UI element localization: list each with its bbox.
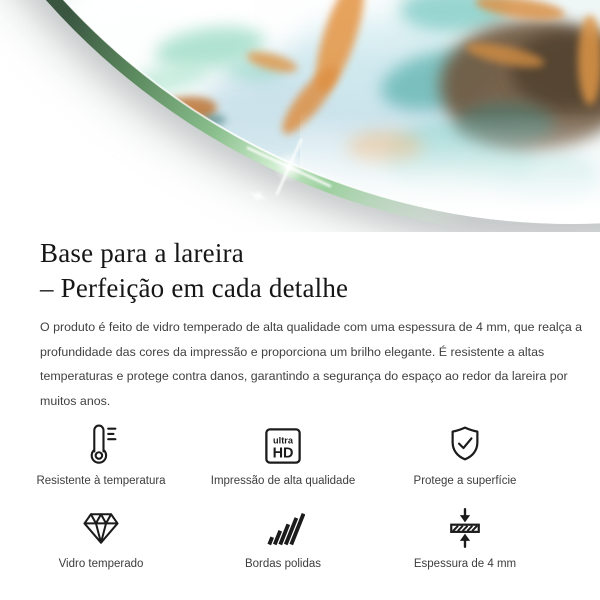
feature-label: Vidro temperado <box>58 558 144 570</box>
product-description: O produto é feito de vidro temperado de alta qualidade com uma espessura de 4 mm, que realça a profundidade das cores da impressão e proporciona um brilho elegante. É resistente a altas temperaturas e protege contra danos, garantindo a segurança do espaço ao redor da lareira por muitos anos. <box>40 320 583 408</box>
feature-temperature <box>10 421 192 488</box>
feature-label: Bordas polidas <box>244 558 322 570</box>
features-grid <box>10 421 556 571</box>
shield-check-icon <box>443 423 487 467</box>
feature-print-quality <box>192 421 374 488</box>
thermometer-icon <box>78 421 124 467</box>
thickness-icon <box>443 506 487 550</box>
diamond-icon <box>79 506 123 550</box>
feature-protects-surface <box>374 421 556 488</box>
page-title-line1: Base para a lareira <box>40 238 244 268</box>
svg-text:ultra: ultra <box>273 435 293 446</box>
ultra-hd-icon <box>262 425 304 467</box>
svg-text:HD: HD <box>272 445 294 462</box>
feature-thickness <box>374 504 556 571</box>
page-title <box>40 236 560 306</box>
polished-edges-icon <box>261 506 305 550</box>
hero-glass-panel-image <box>0 0 600 232</box>
feature-label: Espessura de 4 mm <box>413 558 517 570</box>
feature-polished-edges <box>192 504 374 571</box>
feature-label: Protege a superfície <box>413 475 517 487</box>
feature-tempered-glass <box>10 504 192 571</box>
feature-label: Impressão de alta qualidade <box>210 475 356 487</box>
page-title-line2: – Perfeição em cada detalhe <box>40 273 349 303</box>
feature-label: Resistente à temperatura <box>36 475 166 487</box>
